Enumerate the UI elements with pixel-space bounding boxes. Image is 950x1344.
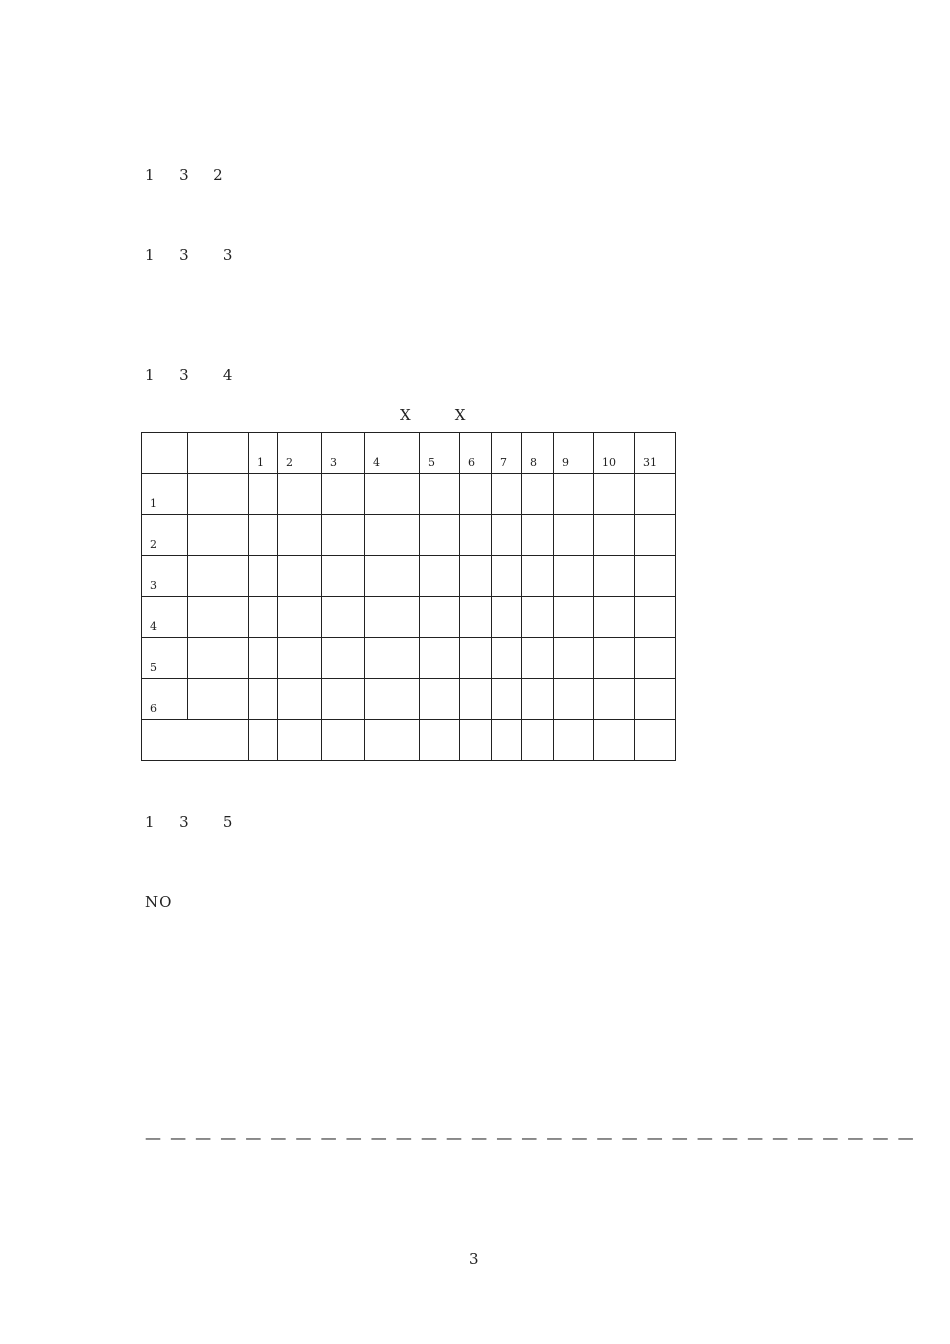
row-item [188,515,249,556]
table-cell [460,679,492,720]
table-cell [420,597,460,638]
table-cell [249,474,278,515]
table-cell [278,720,322,761]
header-col-7: 7 [492,433,522,474]
table-cell [278,679,322,720]
table-cell [554,597,594,638]
table-cell [249,556,278,597]
table-cell [594,474,635,515]
table-cell [522,638,554,679]
table-cell [635,720,676,761]
table-cell [460,638,492,679]
table-row [142,515,676,556]
table-cell [322,515,365,556]
table-cell [492,679,522,720]
table-cell [594,515,635,556]
header-col-6: 6 [460,433,492,474]
table-cell [249,679,278,720]
row-number: 1 [142,474,188,515]
table-cell [492,597,522,638]
table-cell [522,597,554,638]
table-cell [522,474,554,515]
table-cell [554,515,594,556]
table-cell [492,474,522,515]
table-cell [420,474,460,515]
row-item [188,474,249,515]
table-cell [492,556,522,597]
table-cell [594,597,635,638]
table-cell [365,474,420,515]
table-cell [278,638,322,679]
text-line-2: 1 3 2 [145,166,228,184]
table-cell [554,720,594,761]
table-cell [554,679,594,720]
table-cell [554,474,594,515]
table-cell [249,638,278,679]
text-line-4: 1 3 3 [145,246,238,264]
table-cell [492,515,522,556]
row-number: 6 [142,679,188,720]
schedule-table [141,432,676,761]
table-row [142,556,676,597]
table-cell [322,638,365,679]
table-cell [322,679,365,720]
table-cell [635,679,676,720]
header-col-2: 2 [278,433,322,474]
table-cell [460,515,492,556]
table-cell [460,597,492,638]
table-row [142,597,676,638]
table-cell [365,638,420,679]
table-cell [522,556,554,597]
table-cell [249,720,278,761]
table-cell [460,474,492,515]
row-number: 3 [142,556,188,597]
table-cell [322,556,365,597]
table-cell [322,474,365,515]
header-col-10: 10 [594,433,635,474]
header-col-4: 4 [365,433,420,474]
table-cell [522,720,554,761]
table-cell [594,638,635,679]
header-col-8: 8 [522,433,554,474]
header-cell-item [188,433,249,474]
row-item [188,638,249,679]
table-cell [365,556,420,597]
table-row [142,474,676,515]
table-cell [635,515,676,556]
table-cell [365,597,420,638]
table-header-row [142,433,676,474]
table-cell [249,515,278,556]
table-cell [278,597,322,638]
cut-line-divider: — — — — — — — — — — — — — — — — — — — — — — — — — — — — — — — [145,1128,916,1147]
table-cell [594,556,635,597]
row-number: 5 [142,638,188,679]
row-item [188,679,249,720]
no-label: NO [145,893,173,911]
table-cell [420,720,460,761]
table-cell [420,638,460,679]
table-cell [554,556,594,597]
section-heading-5: 1 3 5 [145,813,238,831]
table-row [142,679,676,720]
row-item [188,556,249,597]
table-cell [249,597,278,638]
table-cell [420,679,460,720]
header-col-5: 5 [420,433,460,474]
table-row [142,638,676,679]
table-footer-row [142,720,676,761]
table-cell [420,556,460,597]
table-cell [635,556,676,597]
footer-label [142,720,249,761]
row-number: 2 [142,515,188,556]
table-cell [554,638,594,679]
table-cell [492,720,522,761]
table-cell [365,515,420,556]
table-cell [278,556,322,597]
table-cell [365,720,420,761]
header-col-31: 31 [635,433,676,474]
section-heading-4: 1 3 4 [145,366,238,384]
table-cell [635,474,676,515]
header-col-3: 3 [322,433,365,474]
table-cell [635,597,676,638]
table-title: X X [400,406,471,424]
header-col-1: 1 [249,433,278,474]
table-cell [594,720,635,761]
table-cell [322,720,365,761]
header-col-9: 9 [554,433,594,474]
table-cell [522,515,554,556]
row-number: 4 [142,597,188,638]
table-cell [460,720,492,761]
page-number: 3 [469,1250,479,1268]
table-cell [460,556,492,597]
table-cell [322,597,365,638]
table-cell [635,638,676,679]
table-cell [594,679,635,720]
table-cell [365,679,420,720]
table-cell [278,474,322,515]
table-cell [492,638,522,679]
header-cell-number [142,433,188,474]
table-cell [278,515,322,556]
table-cell [420,515,460,556]
table-cell [522,679,554,720]
row-item [188,597,249,638]
